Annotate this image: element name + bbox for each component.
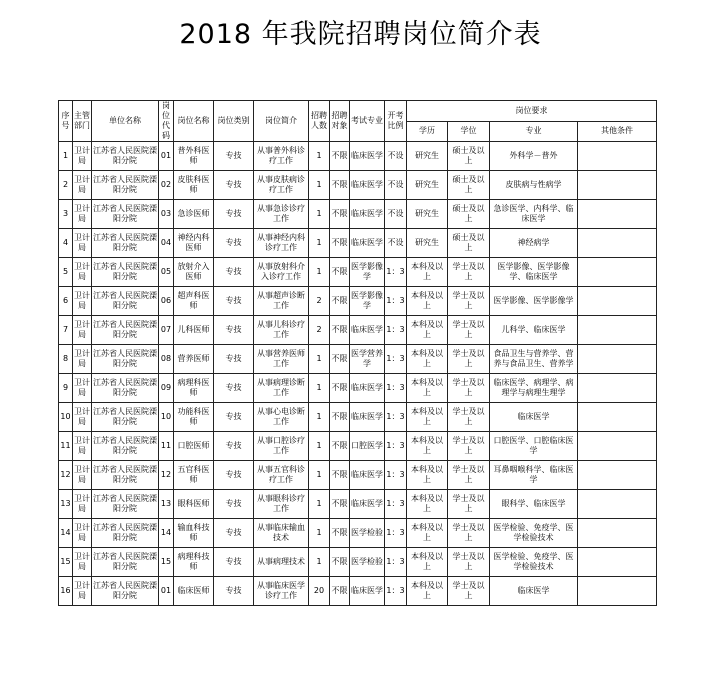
cell-count: 1: [309, 432, 330, 461]
cell-target: 不限: [330, 171, 350, 200]
cell-major: 耳鼻咽喉科学、临床医学: [490, 461, 578, 490]
cell-other: [578, 519, 657, 548]
cell-major: 儿科学、临床医学: [490, 316, 578, 345]
cell-unit: 江苏省人民医院溧阳分院: [92, 490, 159, 519]
cell-intro: 从事超声诊断工作: [254, 287, 309, 316]
cell-other: [578, 374, 657, 403]
cell-unit: 江苏省人民医院溧阳分院: [92, 577, 159, 606]
table-row: [59, 432, 657, 461]
cell-target: 不限: [330, 403, 350, 432]
cell-exam: 临床医学: [350, 403, 385, 432]
cell-other: [578, 316, 657, 345]
cell-exam: 临床医学: [350, 200, 385, 229]
cell-degree: 学士及以上: [448, 461, 490, 490]
cell-target: 不限: [330, 142, 350, 171]
cell-seq: 6: [59, 287, 73, 316]
cell-dept: 卫计局: [73, 316, 92, 345]
cell-post: 病理科医师: [174, 374, 214, 403]
cell-category: 专技: [214, 316, 254, 345]
cell-other: [578, 142, 657, 171]
cell-count: 1: [309, 200, 330, 229]
header-count: 招聘人数: [309, 101, 330, 142]
table-row: [59, 287, 657, 316]
header-degree: 学位: [448, 121, 490, 142]
cell-seq: 5: [59, 258, 73, 287]
cell-seq: 9: [59, 374, 73, 403]
cell-count: 1: [309, 229, 330, 258]
cell-major: 眼科学、临床医学: [490, 490, 578, 519]
cell-unit: 江苏省人民医院溧阳分院: [92, 200, 159, 229]
cell-post: 病理科技师: [174, 548, 214, 577]
cell-edu: 本科及以上: [407, 374, 448, 403]
cell-degree: 学士及以上: [448, 345, 490, 374]
cell-major: 医学影像、医学影像学、临床医学: [490, 258, 578, 287]
cell-post: 神经内科医师: [174, 229, 214, 258]
cell-other: [578, 432, 657, 461]
cell-code: 01: [159, 577, 174, 606]
cell-exam: 临床医学: [350, 229, 385, 258]
cell-category: 专技: [214, 548, 254, 577]
cell-edu: 本科及以上: [407, 316, 448, 345]
cell-code: 03: [159, 200, 174, 229]
cell-degree: 学士及以上: [448, 490, 490, 519]
cell-post: 超声科医师: [174, 287, 214, 316]
cell-post: 急诊医师: [174, 200, 214, 229]
table-row: [59, 519, 657, 548]
cell-seq: 15: [59, 548, 73, 577]
cell-dept: 卫计局: [73, 490, 92, 519]
cell-intro: 从事病理诊断工作: [254, 374, 309, 403]
cell-post: 放射介入医师: [174, 258, 214, 287]
cell-count: 2: [309, 316, 330, 345]
cell-category: 专技: [214, 519, 254, 548]
cell-unit: 江苏省人民医院溧阳分院: [92, 548, 159, 577]
cell-code: 09: [159, 374, 174, 403]
cell-ratio: 不设: [385, 229, 407, 258]
cell-target: 不限: [330, 316, 350, 345]
cell-unit: 江苏省人民医院溧阳分院: [92, 142, 159, 171]
cell-edu: 研究生: [407, 142, 448, 171]
cell-dept: 卫计局: [73, 577, 92, 606]
cell-dept: 卫计局: [73, 461, 92, 490]
header-unit: 单位名称: [92, 101, 159, 142]
cell-exam: 临床医学: [350, 577, 385, 606]
cell-target: 不限: [330, 374, 350, 403]
cell-category: 专技: [214, 287, 254, 316]
header-target: 招聘对象: [330, 101, 350, 142]
header-category: 岗位类别: [214, 101, 254, 142]
header-intro: 岗位简介: [254, 101, 309, 142]
cell-edu: 本科及以上: [407, 345, 448, 374]
cell-other: [578, 171, 657, 200]
cell-intro: 从事放射科介入诊疗工作: [254, 258, 309, 287]
cell-count: 1: [309, 258, 330, 287]
header-other: 其他条件: [578, 121, 657, 142]
cell-exam: 医学检验: [350, 519, 385, 548]
cell-target: 不限: [330, 345, 350, 374]
cell-unit: 江苏省人民医院溧阳分院: [92, 258, 159, 287]
cell-exam: 医学营养学: [350, 345, 385, 374]
cell-edu: 本科及以上: [407, 432, 448, 461]
cell-edu: 本科及以上: [407, 490, 448, 519]
cell-category: 专技: [214, 432, 254, 461]
cell-seq: 8: [59, 345, 73, 374]
cell-code: 10: [159, 403, 174, 432]
header-dept: 主管部门: [73, 101, 92, 142]
cell-seq: 16: [59, 577, 73, 606]
page-title: 2018 年我院招聘岗位简介表: [179, 19, 542, 50]
cell-post: 临床医师: [174, 577, 214, 606]
table-row: [59, 258, 657, 287]
cell-category: 专技: [214, 374, 254, 403]
cell-count: 1: [309, 490, 330, 519]
cell-intro: 从事五官科诊疗工作: [254, 461, 309, 490]
cell-ratio: 1：3: [385, 345, 407, 374]
cell-code: 12: [159, 461, 174, 490]
cell-seq: 2: [59, 171, 73, 200]
cell-seq: 11: [59, 432, 73, 461]
cell-edu: 本科及以上: [407, 258, 448, 287]
cell-other: [578, 461, 657, 490]
cell-other: [578, 258, 657, 287]
cell-edu: 本科及以上: [407, 461, 448, 490]
cell-seq: 12: [59, 461, 73, 490]
cell-major: 临床医学、病理学、病理学与病理生理学: [490, 374, 578, 403]
cell-code: 05: [159, 258, 174, 287]
table-row: [59, 345, 657, 374]
cell-ratio: 1：3: [385, 461, 407, 490]
cell-post: 口腔医师: [174, 432, 214, 461]
cell-ratio: 1：3: [385, 432, 407, 461]
cell-dept: 卫计局: [73, 229, 92, 258]
cell-seq: 4: [59, 229, 73, 258]
cell-intro: 从事口腔诊疗工作: [254, 432, 309, 461]
cell-other: [578, 345, 657, 374]
cell-count: 1: [309, 403, 330, 432]
table-row: [59, 374, 657, 403]
cell-code: 15: [159, 548, 174, 577]
cell-post: 营养医师: [174, 345, 214, 374]
table-body: [59, 142, 657, 606]
cell-major: 急诊医学、内科学、临床医学: [490, 200, 578, 229]
cell-count: 1: [309, 548, 330, 577]
table-row: [59, 229, 657, 258]
header-ratio: 开考比例: [385, 101, 407, 142]
header-requirements: 岗位要求: [407, 101, 657, 122]
cell-unit: 江苏省人民医院溧阳分院: [92, 345, 159, 374]
cell-ratio: 1：3: [385, 403, 407, 432]
cell-other: [578, 548, 657, 577]
cell-degree: 学士及以上: [448, 577, 490, 606]
cell-unit: 江苏省人民医院溧阳分院: [92, 461, 159, 490]
cell-intro: 从事皮肤病诊疗工作: [254, 171, 309, 200]
cell-unit: 江苏省人民医院溧阳分院: [92, 374, 159, 403]
cell-edu: 本科及以上: [407, 577, 448, 606]
cell-unit: 江苏省人民医院溧阳分院: [92, 171, 159, 200]
cell-intro: 从事临床医学诊疗工作: [254, 577, 309, 606]
cell-dept: 卫计局: [73, 432, 92, 461]
cell-code: 04: [159, 229, 174, 258]
table-row: [59, 200, 657, 229]
cell-major: 外科学－普外: [490, 142, 578, 171]
cell-exam: 临床医学: [350, 316, 385, 345]
cell-count: 1: [309, 345, 330, 374]
cell-ratio: 1：3: [385, 519, 407, 548]
cell-dept: 卫计局: [73, 403, 92, 432]
cell-seq: 3: [59, 200, 73, 229]
cell-ratio: 1：3: [385, 577, 407, 606]
header-code: 岗位代码: [159, 101, 174, 142]
cell-intro: 从事营养医师工作: [254, 345, 309, 374]
cell-exam: 医学检验: [350, 548, 385, 577]
cell-edu: 本科及以上: [407, 287, 448, 316]
cell-unit: 江苏省人民医院溧阳分院: [92, 316, 159, 345]
table-row: [59, 142, 657, 171]
cell-exam: 口腔医学: [350, 432, 385, 461]
header-post: 岗位名称: [174, 101, 214, 142]
cell-ratio: 1：3: [385, 490, 407, 519]
header-exam: 考试专业: [350, 101, 385, 142]
cell-unit: 江苏省人民医院溧阳分院: [92, 287, 159, 316]
cell-target: 不限: [330, 548, 350, 577]
cell-post: 输血科技师: [174, 519, 214, 548]
cell-edu: 本科及以上: [407, 519, 448, 548]
cell-target: 不限: [330, 519, 350, 548]
cell-dept: 卫计局: [73, 287, 92, 316]
cell-count: 2: [309, 287, 330, 316]
cell-dept: 卫计局: [73, 200, 92, 229]
cell-seq: 10: [59, 403, 73, 432]
cell-degree: 学士及以上: [448, 519, 490, 548]
cell-degree: 学士及以上: [448, 258, 490, 287]
cell-edu: 研究生: [407, 200, 448, 229]
cell-target: 不限: [330, 258, 350, 287]
cell-ratio: 1：3: [385, 258, 407, 287]
cell-exam: 医学影像学: [350, 287, 385, 316]
table-row: [59, 577, 657, 606]
cell-degree: 学士及以上: [448, 316, 490, 345]
cell-degree: 学士及以上: [448, 432, 490, 461]
header-edu: 学历: [407, 121, 448, 142]
cell-code: 08: [159, 345, 174, 374]
table-row: [59, 316, 657, 345]
cell-exam: 临床医学: [350, 461, 385, 490]
cell-target: 不限: [330, 229, 350, 258]
cell-target: 不限: [330, 490, 350, 519]
cell-dept: 卫计局: [73, 258, 92, 287]
cell-major: 神经病学: [490, 229, 578, 258]
cell-intro: 从事病理技术: [254, 548, 309, 577]
cell-exam: 临床医学: [350, 171, 385, 200]
cell-ratio: 不设: [385, 171, 407, 200]
cell-degree: 学士及以上: [448, 287, 490, 316]
cell-count: 1: [309, 142, 330, 171]
cell-post: 眼科医师: [174, 490, 214, 519]
cell-ratio: 1：3: [385, 287, 407, 316]
table-row: [59, 461, 657, 490]
cell-count: 1: [309, 461, 330, 490]
cell-unit: 江苏省人民医院溧阳分院: [92, 403, 159, 432]
cell-count: 1: [309, 519, 330, 548]
cell-dept: 卫计局: [73, 519, 92, 548]
cell-seq: 7: [59, 316, 73, 345]
cell-category: 专技: [214, 171, 254, 200]
cell-category: 专技: [214, 403, 254, 432]
cell-unit: 江苏省人民医院溧阳分院: [92, 229, 159, 258]
cell-post: 儿科医师: [174, 316, 214, 345]
cell-seq: 1: [59, 142, 73, 171]
cell-edu: 研究生: [407, 171, 448, 200]
recruitment-table: [58, 100, 657, 606]
cell-degree: 学士及以上: [448, 548, 490, 577]
cell-major: 医学检验、免疫学、医学检验技术: [490, 548, 578, 577]
cell-seq: 14: [59, 519, 73, 548]
table-row: [59, 490, 657, 519]
header-seq: 序号: [59, 101, 73, 142]
cell-other: [578, 403, 657, 432]
cell-category: 专技: [214, 461, 254, 490]
cell-target: 不限: [330, 461, 350, 490]
cell-intro: 从事临床输血技术: [254, 519, 309, 548]
cell-post: 功能科医师: [174, 403, 214, 432]
cell-code: 11: [159, 432, 174, 461]
cell-target: 不限: [330, 577, 350, 606]
cell-intro: 从事普外科诊疗工作: [254, 142, 309, 171]
cell-intro: 从事急诊诊疗工作: [254, 200, 309, 229]
cell-degree: 硕士及以上: [448, 142, 490, 171]
cell-ratio: 1：3: [385, 374, 407, 403]
cell-post: 普外科医师: [174, 142, 214, 171]
cell-category: 专技: [214, 229, 254, 258]
cell-code: 01: [159, 142, 174, 171]
cell-target: 不限: [330, 287, 350, 316]
cell-code: 14: [159, 519, 174, 548]
cell-ratio: 1：3: [385, 316, 407, 345]
table-row: [59, 403, 657, 432]
cell-count: 1: [309, 374, 330, 403]
cell-ratio: 不设: [385, 200, 407, 229]
cell-ratio: 1：3: [385, 548, 407, 577]
cell-code: 06: [159, 287, 174, 316]
cell-count: 1: [309, 171, 330, 200]
cell-post: 五官科医师: [174, 461, 214, 490]
cell-code: 13: [159, 490, 174, 519]
cell-major: 临床医学: [490, 577, 578, 606]
cell-edu: 本科及以上: [407, 548, 448, 577]
cell-degree: 硕士及以上: [448, 200, 490, 229]
cell-target: 不限: [330, 200, 350, 229]
cell-degree: 学士及以上: [448, 374, 490, 403]
cell-category: 专技: [214, 577, 254, 606]
cell-major: 食品卫生与营养学、营养与食品卫生、营养学: [490, 345, 578, 374]
cell-category: 专技: [214, 142, 254, 171]
cell-major: 临床医学: [490, 403, 578, 432]
cell-intro: 从事儿科诊疗工作: [254, 316, 309, 345]
cell-major: 医学检验、免疫学、医学检验技术: [490, 519, 578, 548]
cell-major: 口腔医学、口腔临床医学: [490, 432, 578, 461]
cell-other: [578, 287, 657, 316]
cell-major: 医学影像、医学影像学: [490, 287, 578, 316]
cell-edu: 研究生: [407, 229, 448, 258]
cell-code: 02: [159, 171, 174, 200]
cell-count: 20: [309, 577, 330, 606]
table-row: [59, 171, 657, 200]
cell-category: 专技: [214, 200, 254, 229]
cell-exam: 临床医学: [350, 374, 385, 403]
cell-dept: 卫计局: [73, 345, 92, 374]
table-row: [59, 548, 657, 577]
cell-degree: 硕士及以上: [448, 229, 490, 258]
cell-category: 专技: [214, 490, 254, 519]
cell-dept: 卫计局: [73, 142, 92, 171]
cell-intro: 从事神经内科诊疗工作: [254, 229, 309, 258]
cell-seq: 13: [59, 490, 73, 519]
cell-other: [578, 200, 657, 229]
cell-code: 07: [159, 316, 174, 345]
header-major: 专业: [490, 121, 578, 142]
cell-major: 皮肤病与性病学: [490, 171, 578, 200]
cell-ratio: 不设: [385, 142, 407, 171]
cell-edu: 本科及以上: [407, 403, 448, 432]
cell-category: 专技: [214, 345, 254, 374]
cell-category: 专技: [214, 258, 254, 287]
cell-other: [578, 577, 657, 606]
cell-unit: 江苏省人民医院溧阳分院: [92, 519, 159, 548]
cell-unit: 江苏省人民医院溧阳分院: [92, 432, 159, 461]
cell-post: 皮肤科医师: [174, 171, 214, 200]
cell-dept: 卫计局: [73, 548, 92, 577]
cell-exam: 临床医学: [350, 142, 385, 171]
cell-dept: 卫计局: [73, 374, 92, 403]
cell-degree: 硕士及以上: [448, 171, 490, 200]
cell-other: [578, 229, 657, 258]
cell-exam: 临床医学: [350, 490, 385, 519]
cell-intro: 从事心电诊断工作: [254, 403, 309, 432]
cell-intro: 从事眼科诊疗工作: [254, 490, 309, 519]
cell-degree: 学士及以上: [448, 403, 490, 432]
cell-exam: 医学影像学: [350, 258, 385, 287]
cell-other: [578, 490, 657, 519]
cell-target: 不限: [330, 432, 350, 461]
cell-dept: 卫计局: [73, 171, 92, 200]
